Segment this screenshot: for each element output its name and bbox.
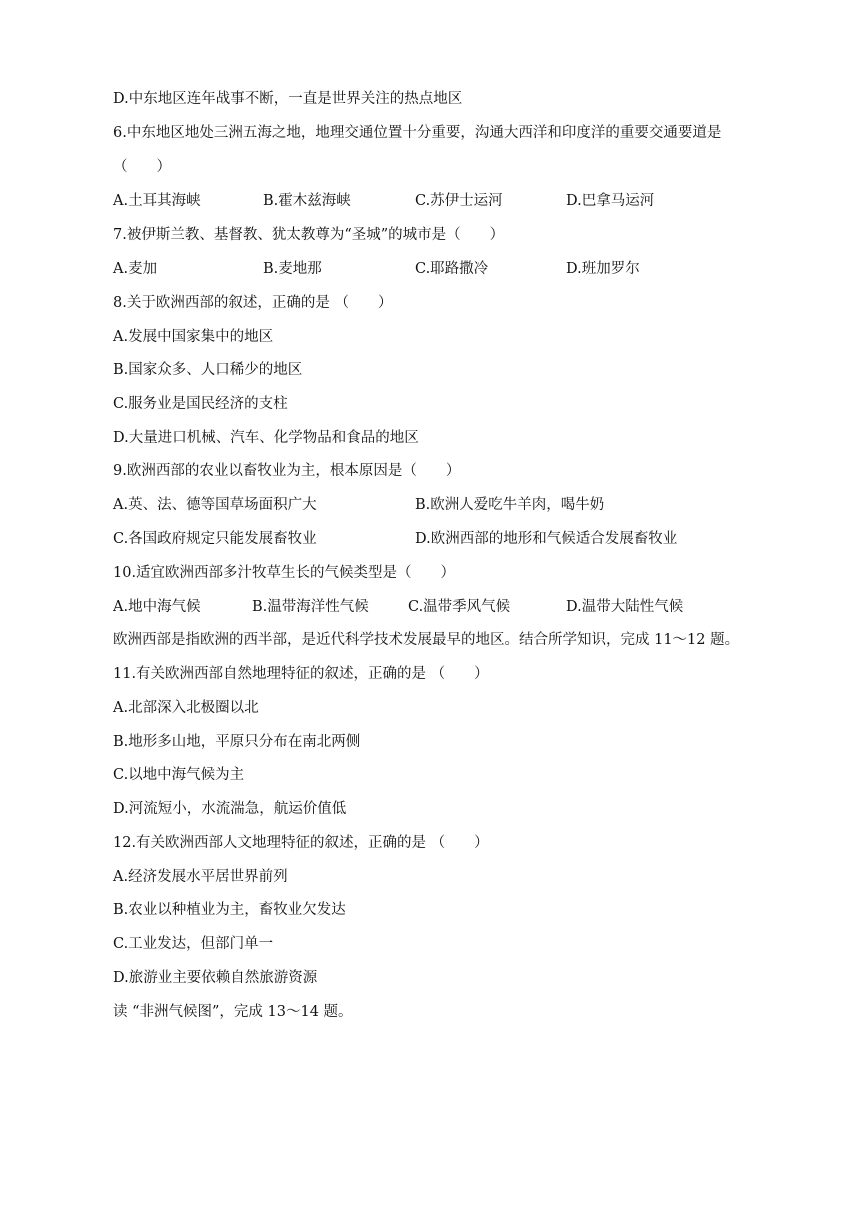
- q6-option-c: C.苏伊士运河: [415, 193, 503, 209]
- q9-stem: 9.欧洲西部的农业以畜牧业为主，根本原因是（ ）: [113, 463, 461, 479]
- q9-option-b: B.欧洲人爱吃牛羊肉，喝牛奶: [415, 497, 605, 513]
- q6-option-a: A.土耳其海峡: [113, 193, 201, 209]
- intro-11-12: 欧洲西部是指欧洲的西半部，是近代科学技术发展最早的地区。结合所学知识，完成 11～12 题。: [113, 632, 740, 648]
- q8-stem: 8.关于欧洲西部的叙述，正确的是 （ ）: [113, 295, 393, 311]
- q7-stem: 7.被伊斯兰教、基督教、犹太教尊为“圣城”的城市是（ ）: [113, 227, 505, 243]
- q7-options: [113, 260, 813, 278]
- q12-option-b: B.农业以种植业为主，畜牧业欠发达: [113, 902, 346, 918]
- q7-option-d: D.班加罗尔: [566, 261, 640, 277]
- q12-option-c: C.工业发达，但部门单一: [113, 936, 274, 952]
- q9-option-d: D.欧洲西部的地形和气候适合发展畜牧业: [415, 531, 678, 547]
- q10-stem: 10.适宜欧洲西部多汁牧草生长的气候类型是（ ）: [113, 565, 456, 581]
- q6-option-b: B.霍木兹海峡: [263, 193, 351, 209]
- q7-option-b: B.麦地那: [263, 261, 322, 277]
- q6-options: [113, 192, 813, 210]
- q12-option-a: A.经济发展水平居世界前列: [113, 869, 288, 885]
- q8-option-b: B.国家众多、人口稀少的地区: [113, 362, 303, 378]
- q8-option-c: C.服务业是国民经济的支柱: [113, 396, 288, 412]
- q10-option-d: D.温带大陆性气候: [566, 599, 684, 615]
- q8-option-a: A.发展中国家集中的地区: [113, 329, 274, 345]
- q11-option-b: B.地形多山地，平原只分布在南北两侧: [113, 734, 361, 750]
- q11-stem: 11.有关欧洲西部自然地理特征的叙述，正确的是 （ ）: [113, 666, 489, 682]
- q9-options-row2: [113, 530, 813, 548]
- q5-option-d: D.中东地区连年战事不断，一直是世界关注的热点地区: [113, 91, 463, 107]
- q12-option-d: D.旅游业主要依赖自然旅游资源: [113, 970, 318, 986]
- q11-option-a: A.北部深入北极圈以北: [113, 700, 259, 716]
- q6-blank: （ ）: [113, 159, 171, 175]
- q9-options-row1: [113, 496, 813, 514]
- q6-option-d: D.巴拿马运河: [566, 193, 655, 209]
- q10-options: [113, 598, 813, 616]
- q10-option-b: B.温带海洋性气候: [252, 599, 369, 615]
- q9-option-c: C.各国政府规定只能发展畜牧业: [113, 531, 317, 547]
- q12-stem: 12.有关欧洲西部人文地理特征的叙述，正确的是 （ ）: [113, 835, 489, 851]
- q10-option-a: A.地中海气候: [113, 599, 201, 615]
- q8-option-d: D.大量进口机械、汽车、化学物品和食品的地区: [113, 430, 419, 446]
- q11-option-c: C.以地中海气候为主: [113, 767, 245, 783]
- q7-option-c: C.耶路撒冷: [415, 261, 489, 277]
- q7-option-a: A.麦加: [113, 261, 158, 277]
- intro-13-14: 读 “非洲气候图”，完成 13～14 题。: [113, 1004, 353, 1020]
- q9-option-a: A.英、法、德等国草场面积广大: [113, 497, 317, 513]
- q11-option-d: D.河流短小，水流湍急，航运价值低: [113, 801, 347, 817]
- q10-option-c: C.温带季风气候: [408, 599, 511, 615]
- q6-stem: 6.中东地区地处三洲五海之地，地理交通位置十分重要，沟通大西洋和印度洋的重要交通要道是: [113, 125, 722, 141]
